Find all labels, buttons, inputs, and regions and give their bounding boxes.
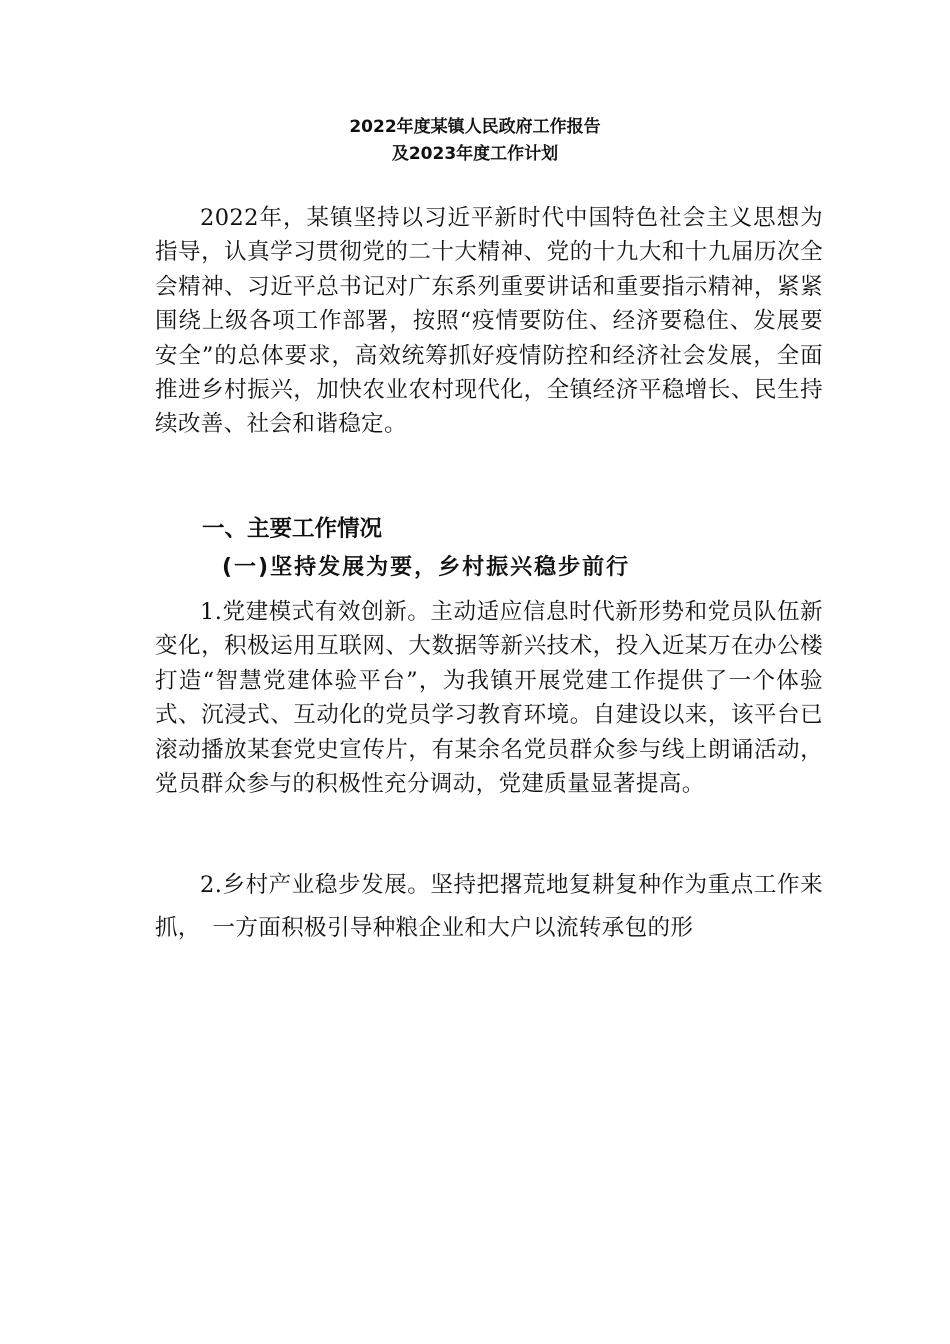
item1-paragraph: 1.党建模式有效创新。主动适应信息时代新形势和党员队伍新变化，积极运用互联网、大数据等新兴技术，投入近某万在办公楼打造“智慧党建体验平台”，为我镇开展党建工作提供了一个体验式、沉浸式、互动化的党员学习教育环境。自建设以来，该平台已滚动播放某套党史宣传片，有某余名党员群众参与线上朗诵活动，党员群众参与的积极性充分调动，党建质量显著提高。 [155, 599, 823, 798]
document-title-line1: 2022年度某镇人民政府工作报告 [349, 117, 601, 137]
intro-paragraph: 2022年，某镇坚持以习近平新时代中国特色社会主义思想为指导，认真学习贯彻党的二十大精神、党的十九大和十九届历次全会精神、习近平总书记对广东系列重要讲话和重要指示精神，紧紧围绕上级各项工作部署，按照“疫情要防住、经济要稳住、发展要安全”的总体要求，高效统筹抓好疫情防控和经济社会发展，全面推进乡村振兴，加快农业农村现代化，全镇经济平稳增长、民生持续改善、社会和谐稳定。 [155, 205, 823, 438]
document-title-line2: 及2023年度工作计划 [391, 144, 559, 164]
item2-paragraph: 2.乡村产业稳步发展。坚持把撂荒地复耕复种作为重点工作来抓， 一方面积极引导种粮企业和大户以流转承包的形 [155, 872, 823, 941]
section-heading: 一、主要工作情况 [202, 516, 383, 542]
subsection-heading: (一)坚持发展为要，乡村振兴稳步前行 [222, 555, 631, 580]
